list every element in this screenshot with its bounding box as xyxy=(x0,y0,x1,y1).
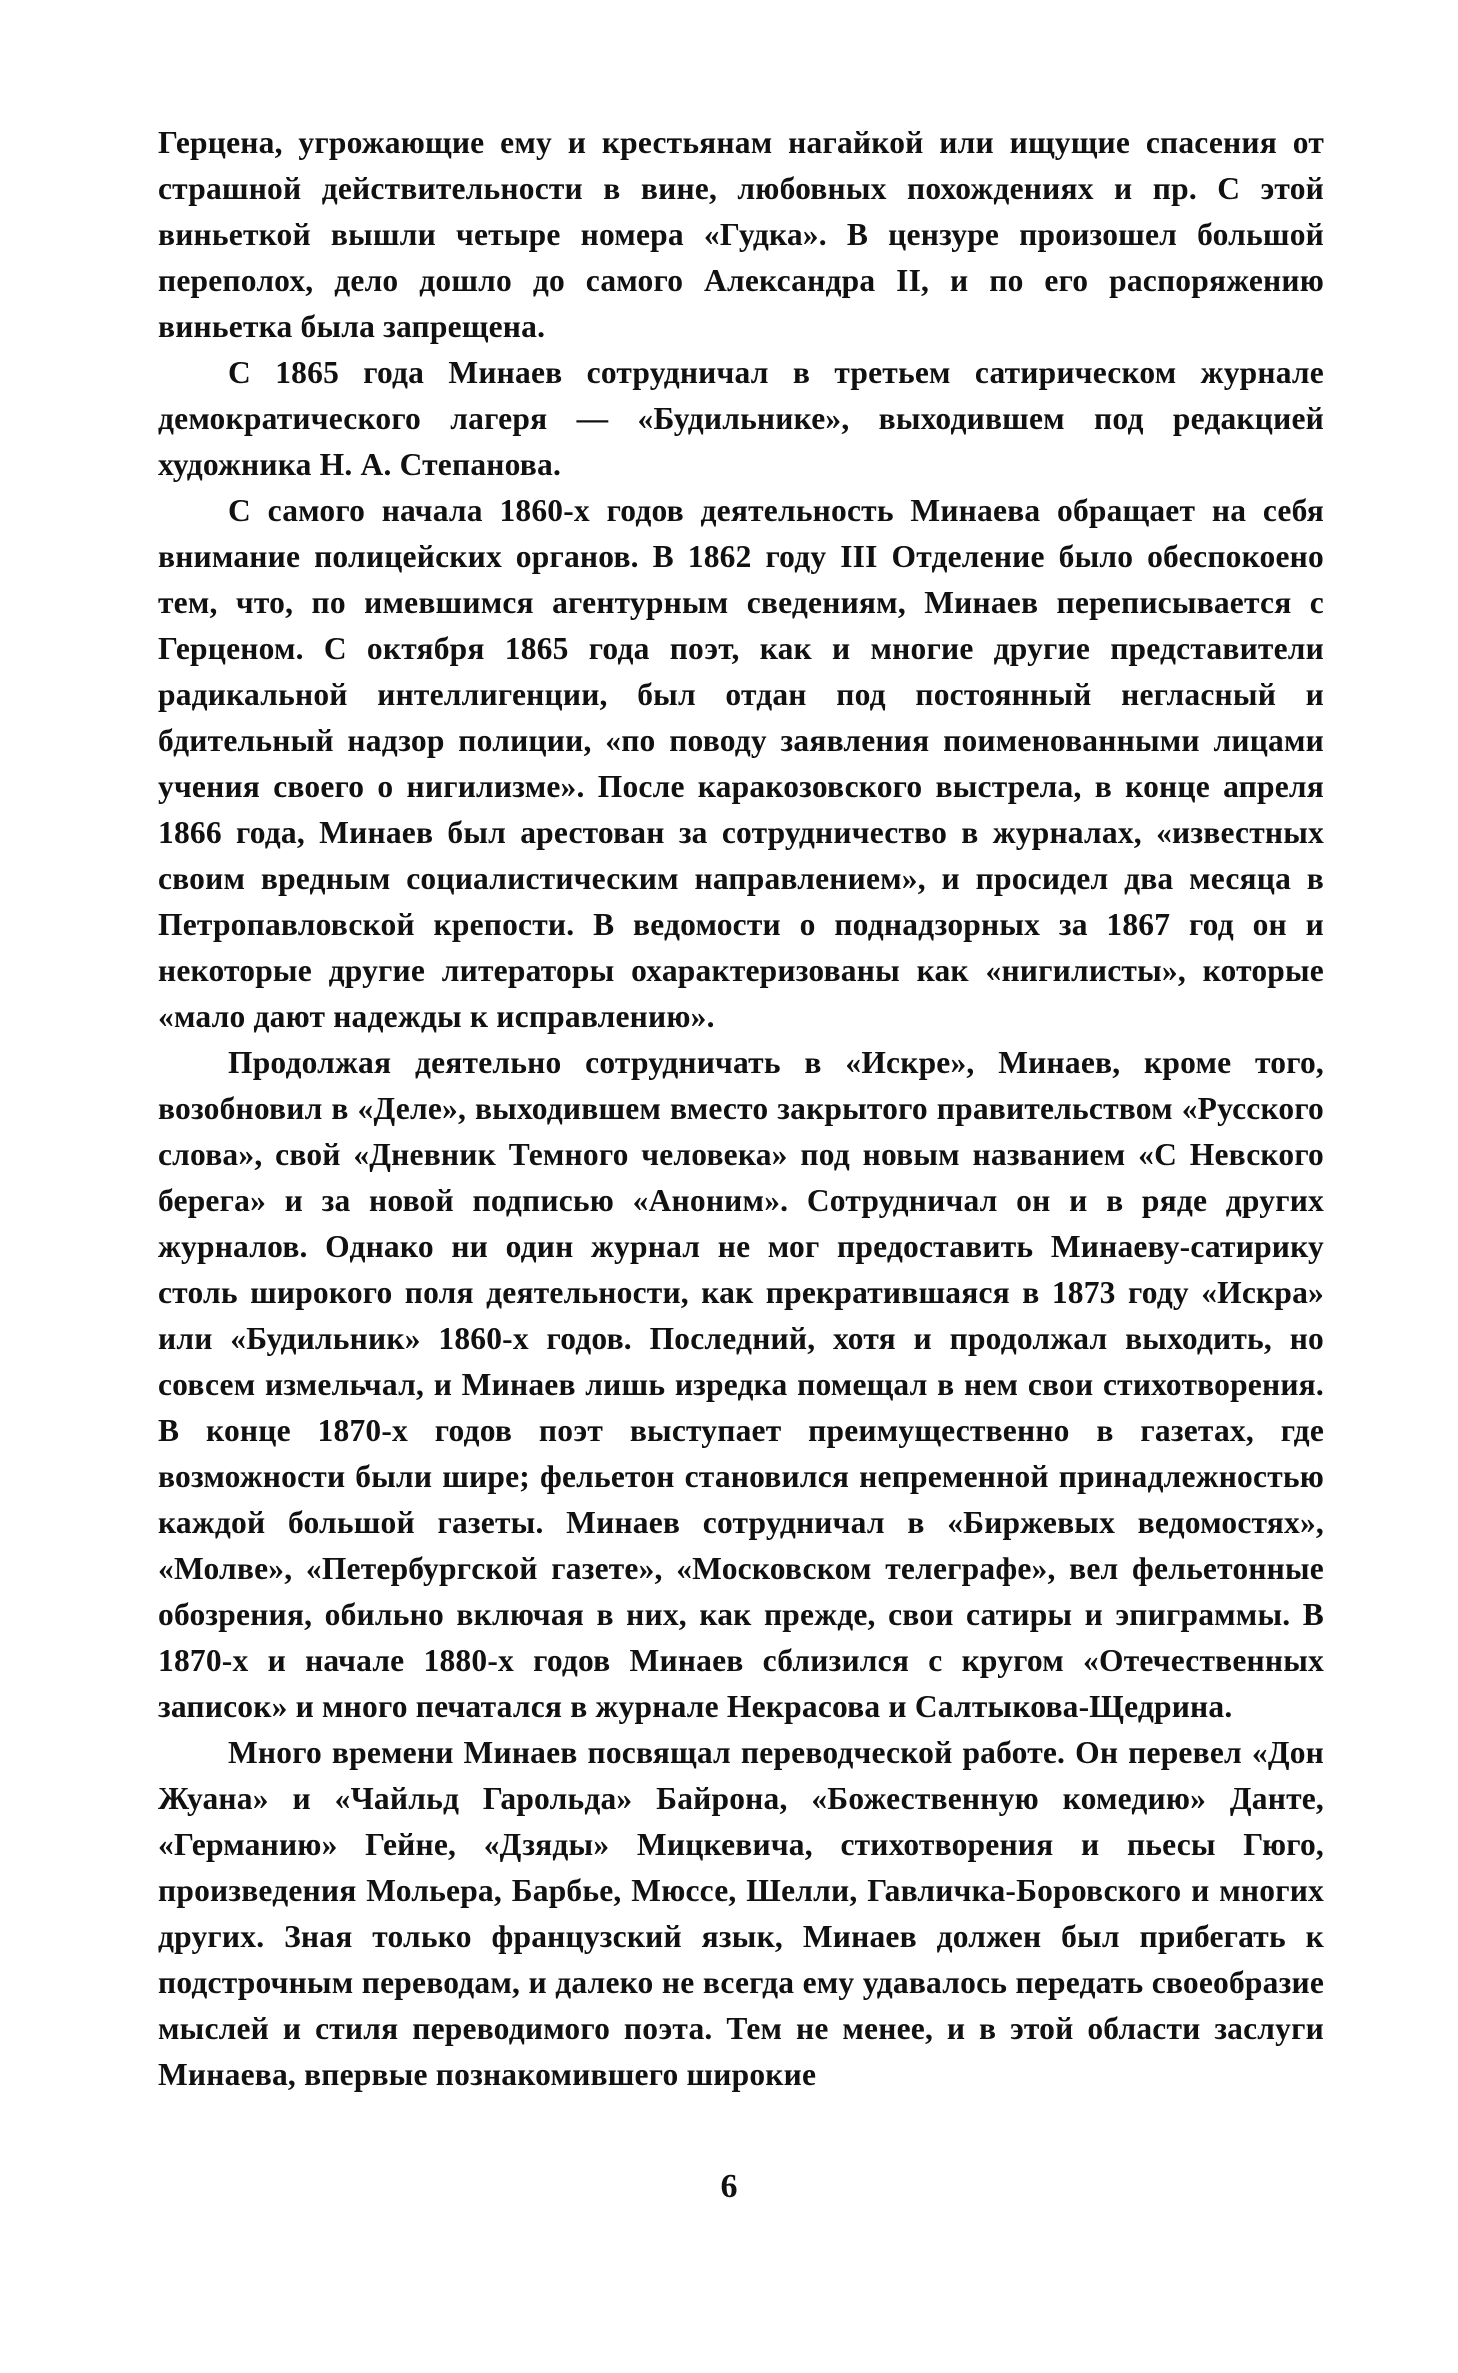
paragraph-journals: Продолжая деятельно сотрудничать в «Искре», Минаев, кроме того, возобновил в «Деле», выходившем вместо закрытого правительством «Русского слова», свой «Дневник Темного человека» под новым названием «С Невского берега» и за новой подписью «Аноним». Сотрудничал он и в ряде других журналов. Однако ни один журнал не мог предоставить Минаеву-сатирику столь широкого поля деятельности, как прекратившаяся в 1873 году «Искра» или «Будильник» 1860-х годов. Последний, хотя и продолжал выходить, но совсем измельчал, и Минаев лишь изредка помещал в нем свои стихотворения. В конце 1870-х годов поэт выступает преимущественно в газетах, где возможности были шире; фельетон становился непременной принадлежностью каждой большой газеты. Минаев сотрудничал в «Биржевых ведомостях», «Молве», «Петербургской газете», «Московском телеграфе», вел фельетонные обозрения, обильно включая в них, как прежде, свои сатиры и эпиграммы. В 1870-х и начале 1880-х годов Минаев сблизился с кругом «Отечественных записок» и много печатался в журнале Некрасова и Салтыкова-Щедрина. xyxy=(158,1045,1324,1724)
paragraph-police-surveillance: С самого начала 1860-х годов деятельность Минаева обращает на себя внимание полицейских органов. В 1862 году III Отделение было обеспокоено тем, что, по имевшимся агентурным сведениям, Минаев переписывается с Герценом. С октября 1865 года поэт, как и многие другие представители радикальной интеллигенции, был отдан под постоянный негласный и бдительный надзор полиции, «по поводу заявления поименованными лицами учения своего о нигилизме». После каракозовского выстрела, в конце апреля 1866 года, Минаев был арестован за сотрудничество в журналах, «известных своим вредным социалистическим направлением», и просидел два месяца в Петропавловской крепости. В ведомости о поднадзорных за 1867 год он и некоторые другие литераторы охарактеризованы как «нигилисты», которые «мало дают надежды к исправлению». xyxy=(158,493,1324,1034)
paragraph-continuation: Герцена, угрожающие ему и крестьянам нагайкой или ищущие спасения от страшной действительности в вине, любовных похождениях и пр. С этой виньеткой вышли четыре номера «Гудка». В цензуре произошел большой переполох, дело дошло до самого Александра II, и по его распоряжению виньетка была запрещена. xyxy=(158,125,1324,344)
page-number: 6 xyxy=(720,2168,738,2205)
page-body xyxy=(158,120,1324,2098)
paragraph-budilnik: С 1865 года Минаев сотрудничал в третьем сатирическом журнале демократического лагеря — «Будильнике», выходившем под редакцией художника Н. А. Степанова. xyxy=(158,355,1324,482)
paragraph-translations: Много времени Минаев посвящал переводческой работе. Он перевел «Дон Жуана» и «Чайльд Гарольда» Байрона, «Божественную комедию» Данте, «Германию» Гейне, «Дзяды» Мицкевича, стихотворения и пьесы Гюго, произведения Мольера, Барбье, Мюссе, Шелли, Гавличка-Боровского и многих других. Зная только французский язык, Минаев должен был прибегать к подстрочным переводам, и далеко не всегда ему удавалось передать своеобразие мыслей и стиля переводимого поэта. Тем не менее, и в этой области заслуги Минаева, впервые познакомившего широкие xyxy=(158,1735,1324,2092)
